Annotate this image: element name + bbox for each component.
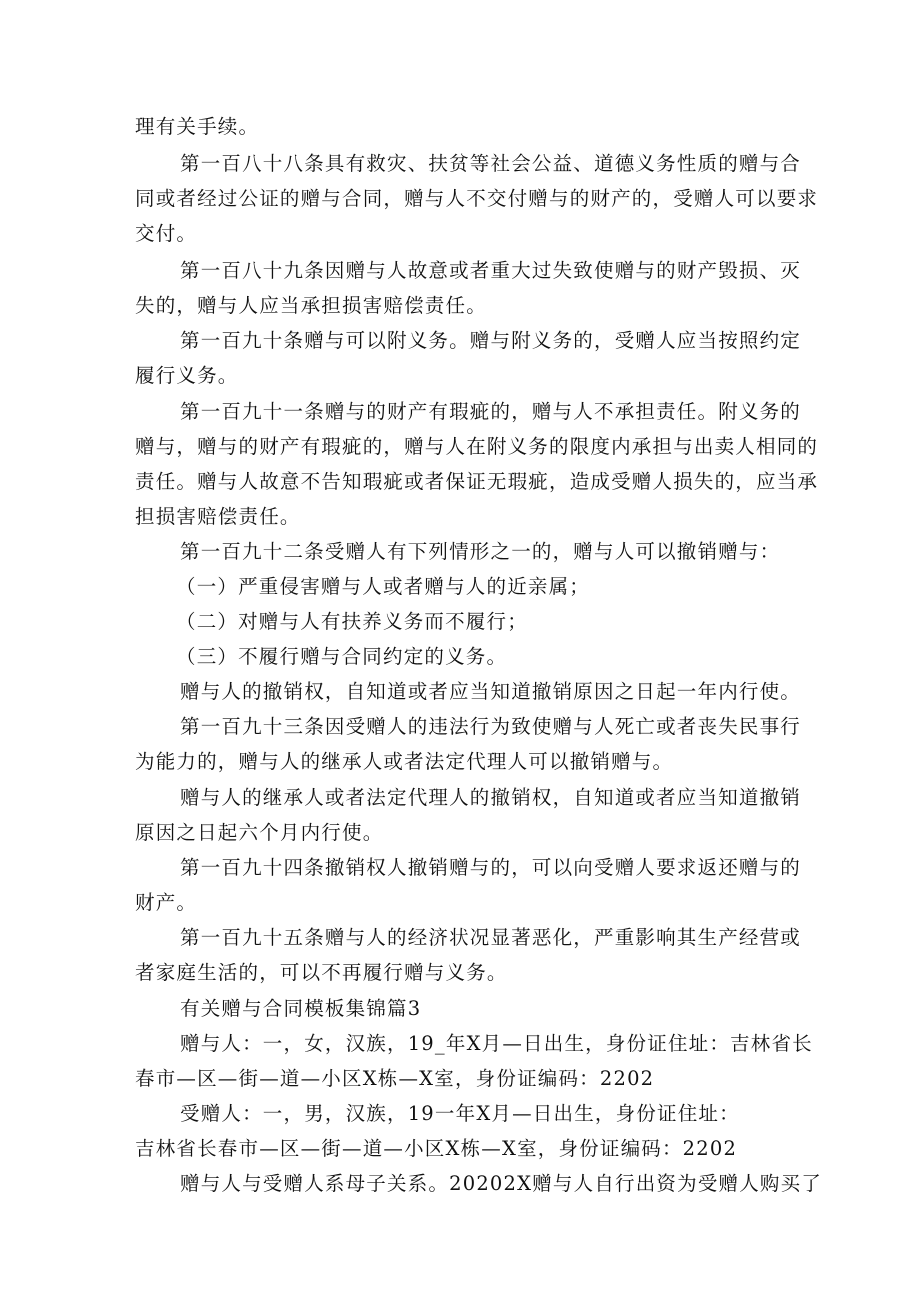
text-line: （三）不履行赠与合同约定的义务。 [176, 645, 508, 668]
text-line: 为能力的，赠与人的继承人或者法定代理人可以撤销赠与。 [135, 750, 674, 773]
text-line: （一）严重侵害赠与人或者赠与人的近亲属； [176, 575, 591, 598]
text-line: （二）对赠与人有扶养义务而不履行； [176, 610, 528, 633]
text-line: 第一百九十条赠与可以附义务。赠与附义务的，受赠人应当按照约定 [180, 329, 802, 352]
text-line: 失的，赠与人应当承担损害赔偿责任。 [135, 294, 487, 317]
text-line: 财产。 [135, 891, 198, 914]
text-line: 第一百九十五条赠与人的经济状况显著恶化，严重影响其生产经营或 [180, 926, 802, 949]
text-line: 赠与人的撤销权，自知道或者应当知道撤销原因之日起一年内行使。 [180, 680, 802, 703]
section-heading: 有关赠与合同模板集锦篇3 [180, 997, 422, 1020]
text-line: 春市—区—街—道—小区X栋—X室，身份证编码：2202 [135, 1067, 655, 1090]
text-line: 履行义务。 [135, 364, 239, 387]
text-line: 第一百九十三条因受赠人的违法行为致使赠与人死亡或者丧失民事行 [180, 715, 802, 738]
text-line: 第一百九十四条撤销权人撤销赠与的，可以向受赠人要求返还赠与的 [180, 856, 802, 879]
text-line: 赠与，赠与的财产有瑕疵的，赠与人在附义务的限度内承担与出卖人相同的 [135, 435, 819, 458]
text-line: 原因之日起六个月内行使。 [135, 821, 384, 844]
text-line: 赠与人的继承人或者法定代理人的撤销权，自知道或者应当知道撤销 [180, 786, 802, 809]
text-line: 者家庭生活的，可以不再履行赠与义务。 [135, 961, 508, 984]
text-line: 赠与人：一，女，汉族，19_年X月—日出生，身份证住址：吉林省长 [180, 1032, 813, 1055]
text-line: 理有关手续。 [135, 115, 260, 138]
text-line: 第一百九十一条赠与的财产有瑕疵的，赠与人不承担责任。附义务的 [180, 400, 802, 423]
text-line: 第一百八十九条因赠与人故意或者重大过失致使赠与的财产毁损、灭 [180, 259, 802, 282]
text-line: 责任。赠与人故意不告知瑕疵或者保证无瑕疵，造成受赠人损失的，应当承 [135, 470, 819, 493]
text-line: 赠与人与受赠人系母子关系。20202X赠与人自行出资为受赠人购买了 [180, 1172, 823, 1195]
text-line: 第一百九十二条受赠人有下列情形之一的，赠与人可以撤销赠与： [180, 540, 781, 563]
text-line: 同或者经过公证的赠与合同，赠与人不交付赠与的财产的，受赠人可以要求 [135, 187, 819, 210]
text-line: 担损害赔偿责任。 [135, 505, 301, 528]
text-line: 受赠人：一，男，汉族，19一年X月—日出生，身份证住址： [180, 1102, 740, 1125]
text-line: 第一百八十八条具有救灾、扶贫等社会公益、道德义务性质的赠与合 [180, 152, 802, 175]
text-line: 吉林省长春市—区—街—道—小区X栋—X室，身份证编码：2202 [135, 1137, 738, 1160]
text-line: 交付。 [135, 222, 198, 245]
